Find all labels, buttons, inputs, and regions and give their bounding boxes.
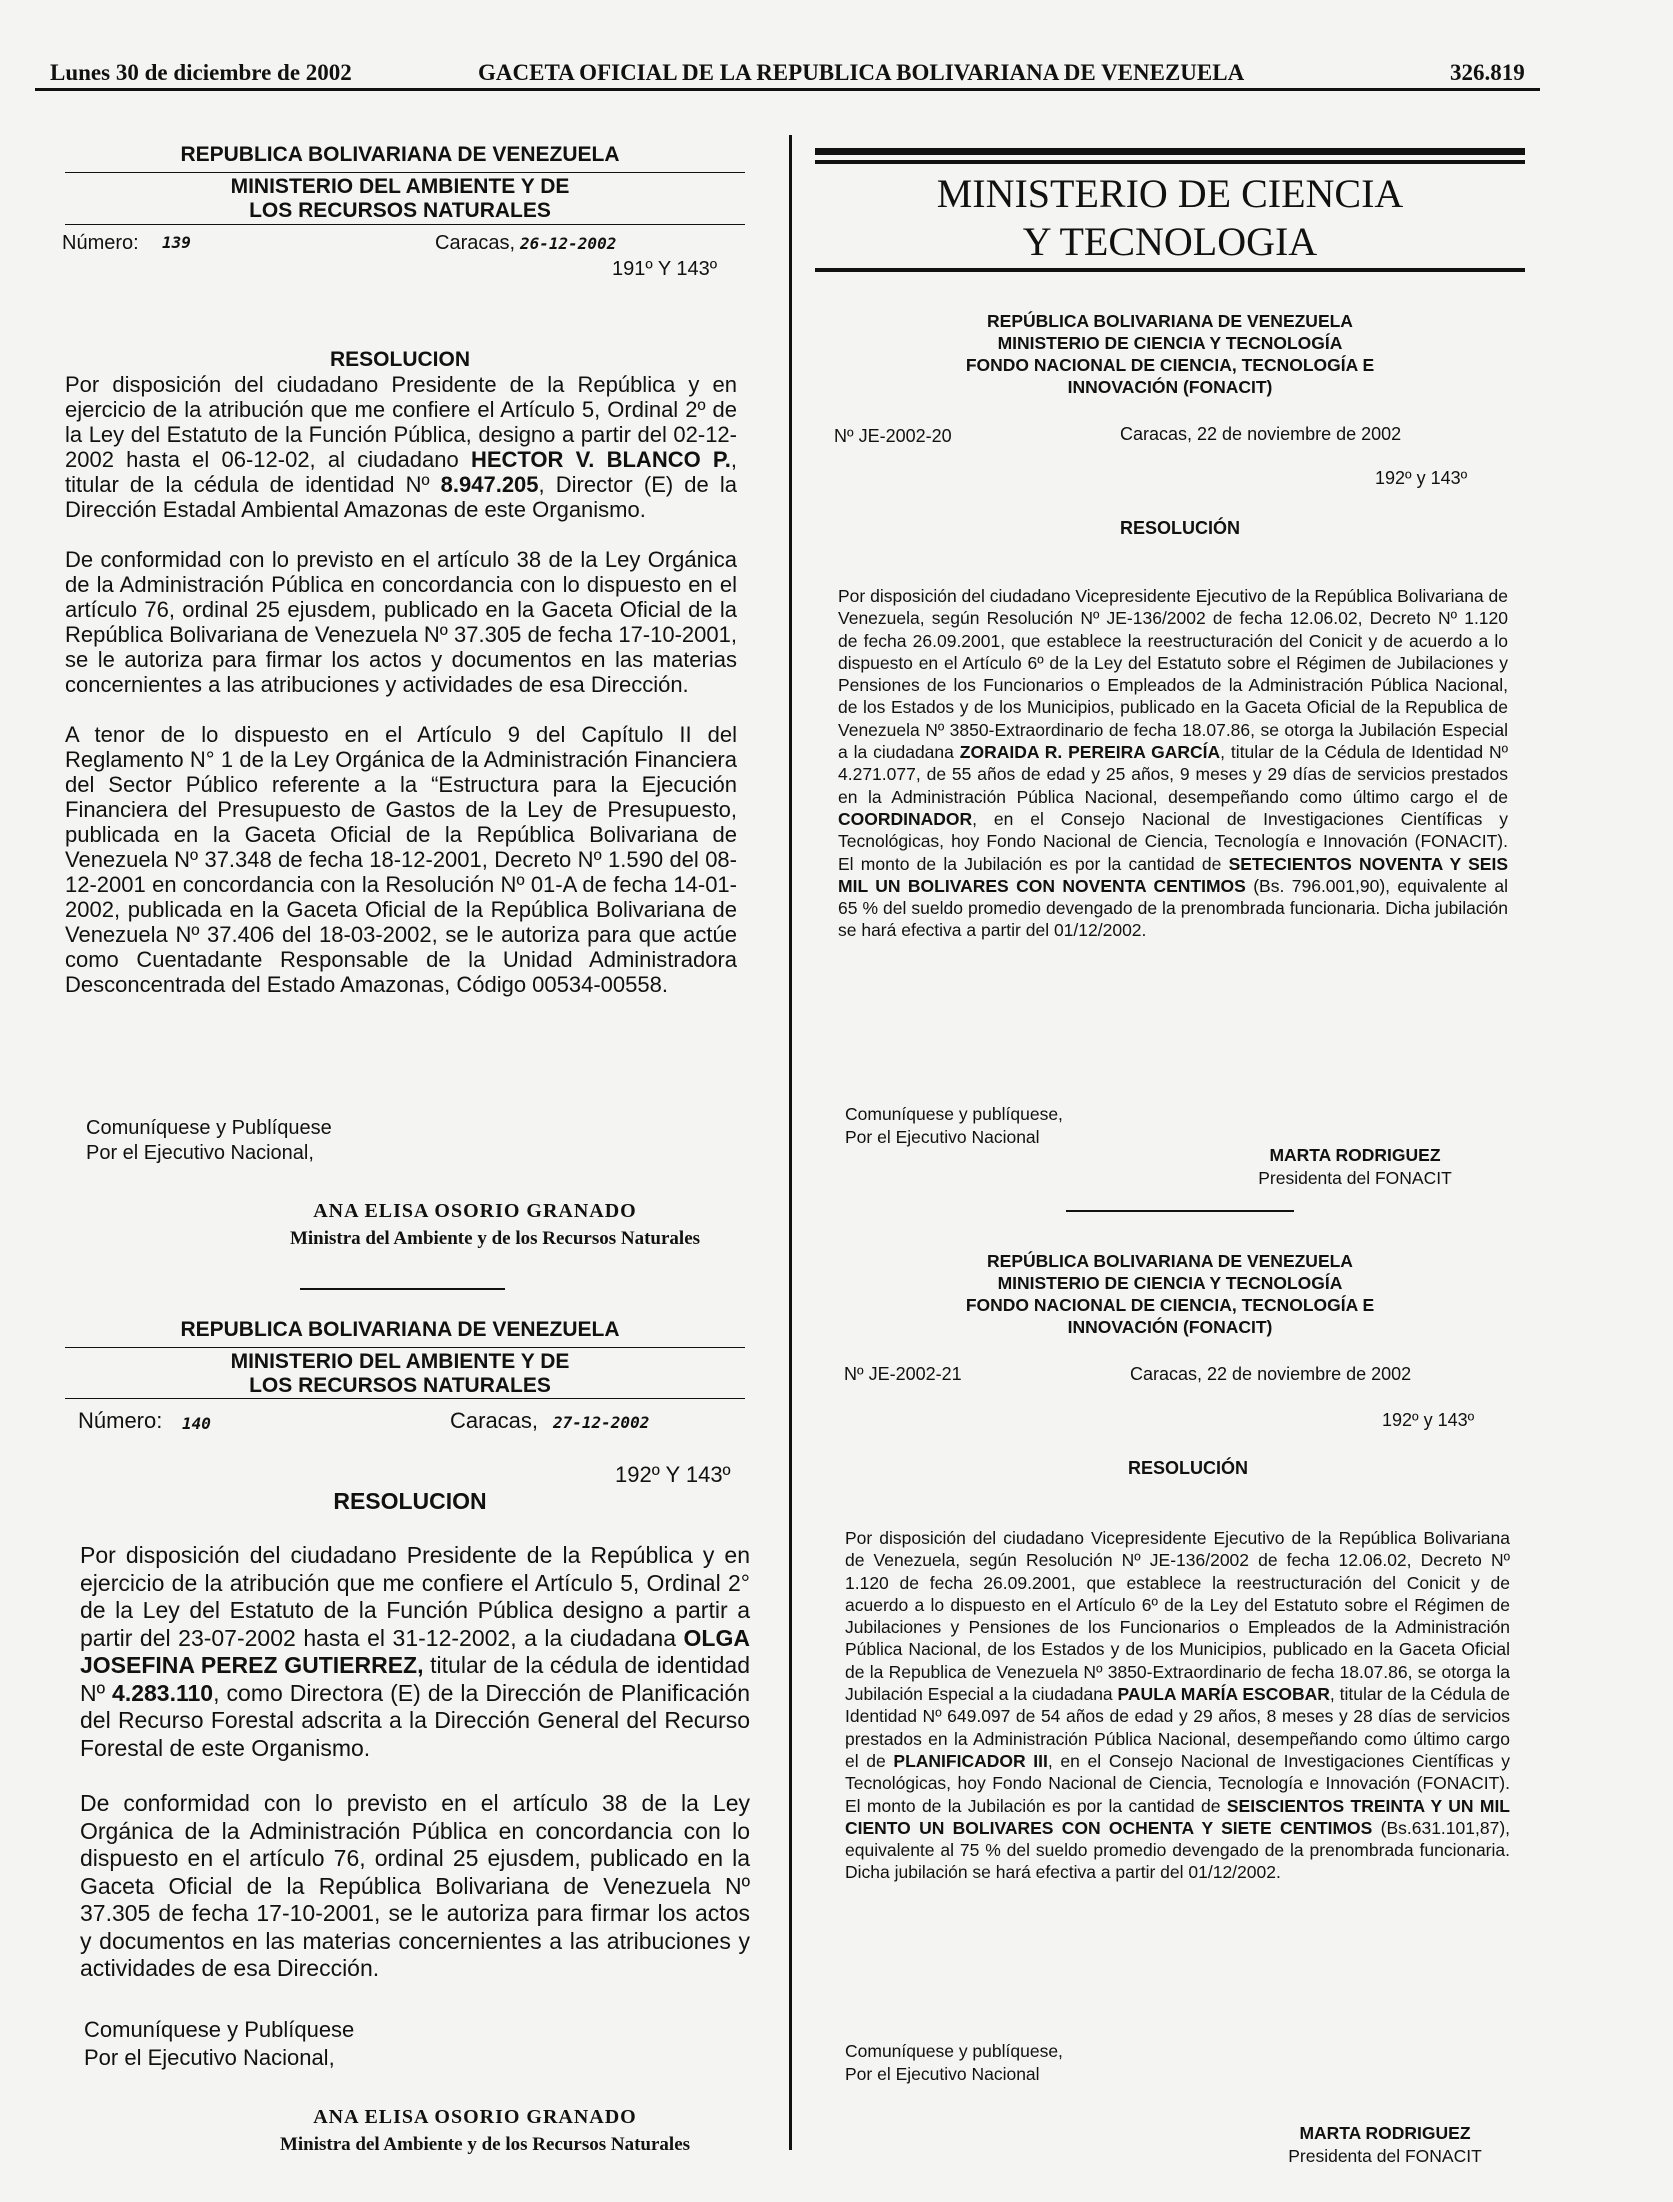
heading-line: INNOVACIÓN (FONACIT) [1067,1317,1273,1337]
right-res1-signer: MARTA RODRIGUEZ [1269,1145,1441,1165]
text: titular de la cédula de identidad Nº [80,1652,750,1706]
paragraph [838,585,1508,942]
left-res1-republic: REPUBLICA BOLIVARIANA DE VENEZUELA [180,143,620,166]
right-res1-years: 192º y 143º [1375,468,1468,488]
paragraph [65,372,737,522]
heading-line: FONDO NACIONAL DE CIENCIA, TECNOLOGÍA E [965,1295,1375,1315]
text: Por disposición del ciudadano Presidente de la República y en ejercicio de la atribución que me confiere el Artículo 5, Ordinal 2º de la Ley del Estatuto de la Función Pública, designo a partir del 02-12-2002 hasta el 06-12-02, al ciudadano [65,372,737,472]
left-res1-date: 26-12-2002 [520,234,617,253]
paragraph: De conformidad con lo previsto en el artículo 38 de la Ley Orgánica de la Administración Pública en concordancia con lo dispuesto en el artículo 76, ordinal 25 ejusdem, publicado en la Gaceta Oficial de la República Bolivariana de Venezuela Nº 37.305 de fecha 17-10-2001, se le autoriza para firmar los actos y documentos en las materias concernientes a las atribuciones y actividades de esa Dirección. [65,547,737,697]
closing-line: Por el Ejecutivo Nacional [845,2064,1040,2084]
text: (Bs. 796.001,90), equivalente al 65 % del sueldo promedio devengado de la prenombrada funcionaria. Dicha jubilación se hará efectiva a partir del 01/12/2002. [838,875,1508,941]
heading-line: FONDO NACIONAL DE CIENCIA, TECNOLOGÍA E [965,355,1375,375]
left-res2-title: RESOLUCION [333,1488,487,1514]
left-res1-number-label: Número: [62,232,139,254]
closing-line: Comuníquese y publíquese, [845,1104,1063,1124]
text: , titular de la Cédula de Identidad Nº 649.097 de 54 años de edad y 29 años, 8 meses y 28 días de servicios prestados en la Administración Pública Nacional, desempeñando como último cargo el de [845,1684,1510,1771]
left-res2-date: 27-12-2002 [553,1413,650,1432]
left-res1-closing [86,1116,332,1166]
left-res2-republic: REPUBLICA BOLIVARIANA DE VENEZUELA [180,1318,620,1341]
text: , titular de la Cédula de Identidad Nº 4.271.077, de 55 años de edad y 25 años, 9 meses y 29 días de servicios prestados en la Administración Pública Nacional, desempeñando como último cargo el de [838,742,1508,807]
person-name: ZORAIDA R. PEREIRA GARCÍA [959,742,1221,763]
paragraph: A tenor de lo dispuesto en el Artículo 9 del Capítulo II del Reglamento N° 1 de la Ley Orgánica de la Administración Financiera del Sector Público referente a la “Estructura para la Ejecución Financiera del Presupuesto de Gastos de la Ley de Presupuesto, publicada en la Gaceta Oficial de la República Bolivariana de Venezuela Nº 37.348 de fecha 18-12-2001, Decreto Nº 1.590 del 08-12-2001 en concordancia con la Resolución Nº 01-A de fecha 14-01-2002, publicada en la Gaceta Oficial de la República Bolivariana de Venezuela Nº 37.406 del 18-03-2002, se le autoriza para que actúe como Cuentadante Responsable de la Unidad Administradora Desconcentrada del Estado Amazonas, Código 00534-00558. [65,722,737,997]
left-res1-number-value: 139 [162,233,191,252]
closing-line: Por el Ejecutivo Nacional, [86,1142,314,1164]
divider [65,1398,745,1399]
header-page-number: 326.819 [1450,60,1525,85]
heading-line: INNOVACIÓN (FONACIT) [1067,377,1273,397]
closing-line: Comuníquese y Publíquese [86,1117,332,1139]
banner-rule-bottom [815,268,1525,272]
right-res2-signer-title: Presidenta del FONACIT [1288,2146,1482,2166]
amount: SETECIENTOS NOVENTA Y SEIS MIL UN BOLIVARES CON NOVENTA CENTIMOS [838,853,1508,896]
person-name: PAULA MARÍA ESCOBAR [1117,1684,1330,1705]
text: , como Directora (E) de la Dirección de Planificación del Recurso Forestal adscrita a la Dirección General del Recurso Forestal de este Organismo. [80,1679,750,1761]
section-separator [1066,1210,1294,1212]
ministry-title-line: Y TECNOLOGIA [1022,219,1318,264]
section-separator [300,1288,505,1290]
left-res2-years: 192º Y 143º [615,1462,731,1487]
heading-line: REPÚBLICA BOLIVARIANA DE VENEZUELA [987,311,1353,331]
ministry-title [815,170,1525,266]
person-name: OLGA JOSEFINA PEREZ GUTIERREZ, [80,1624,750,1678]
amount: SEISCIENTOS TREINTA Y UN MIL CIENTO UN BOLIVARES CON OCHENTA Y SIETE CENTIMOS [845,1795,1510,1838]
divider [65,224,745,225]
text: Por disposición del ciudadano Vicepresidente Ejecutivo de la República Bolivariana de Venezuela, según Resolución Nº JE-136/2002 de fecha 12.06.02, Decreto Nº 1.120 de fecha 26.09.2001, que establece la reestructuración del Conicit y de acuerdo a lo dispuesto en el Artículo 6º de la Ley del Estatuto sobre el Régimen de Jubilaciones y Pensiones de los Funcionarios o Empleados de la Administración Pública Nacional, de los Estados y de los Municipios, publicado en la Gaceta Oficial de la Republica de Venezuela Nº 3850-Extraordinario de fecha 18.07.86, se otorga la Jubilación Especial a la ciudadana [838,586,1508,763]
ministry-title-line: MINISTERIO DE CIENCIA [936,171,1404,216]
closing-line: Por el Ejecutivo Nacional, [84,2045,335,2070]
left-res2-signer-title: Ministra del Ambiente y de los Recursos Naturales [279,2134,691,2155]
text: , en el Consejo Nacional de Investigaciones Científicas y Tecnológicas, hoy Fondo Nacional de Ciencia, Tecnología e Innovación (FONACIT). El monto de la Jubilación es por la cantidad de [845,1750,1510,1816]
right-res1-title: RESOLUCIÓN [1119,518,1240,538]
right-res1-closing [845,1103,1063,1149]
header-date: Lunes 30 de diciembre de 2002 [50,60,352,85]
role: COORDINADOR [838,808,973,829]
text: , titular de la cédula de identidad Nº [65,447,737,497]
right-res1-date: Caracas, 22 de noviembre de 2002 [1120,424,1402,444]
left-res1-ministry [120,175,680,223]
id-number: 4.283.110 [112,1679,214,1706]
right-res2-date: Caracas, 22 de noviembre de 2002 [1130,1364,1412,1384]
right-res2-signer: MARTA RODRIGUEZ [1299,2123,1471,2143]
heading-line: MINISTERIO DE CIENCIA Y TECNOLOGÍA [997,333,1343,353]
right-res2-number: Nº JE-2002-21 [844,1364,962,1384]
left-res1-signer-title: Ministra del Ambiente y de los Recursos Naturales [289,1228,701,1249]
closing-line: Comuníquese y Publíquese [84,2017,355,2042]
ministry-line: LOS RECURSOS NATURALES [249,1374,551,1397]
column-divider [789,135,792,2150]
ministry-line: MINISTERIO DEL AMBIENTE Y DE [230,175,570,198]
left-res1-body [65,372,737,997]
text: , Director (E) de la Dirección Estadal Ambiental Amazonas de este Organismo. [65,472,737,522]
left-res1-title: RESOLUCION [329,348,470,371]
right-res1-number: Nº JE-2002-20 [834,426,952,446]
banner-rule-top2 [815,160,1525,164]
left-res2-ministry [120,1350,680,1398]
id-number: 8.947.205 [440,472,539,497]
right-res2-years: 192º y 143º [1382,1410,1475,1430]
right-res2-title: RESOLUCIÓN [1127,1458,1248,1478]
divider [65,172,745,173]
left-res2-body [80,1542,750,1983]
left-res2-number-label: Número: [78,1408,163,1433]
ministry-line: MINISTERIO DEL AMBIENTE Y DE [230,1350,570,1373]
text: (Bs.631.101,87), equivalente al 75 % del sueldo promedio devengado de la prenombrada funcionaria. Dicha jubilación se hará efectiva a partir del 01/12/2002. [845,1817,1511,1883]
banner-rule-top [815,148,1525,155]
paragraph [845,1527,1510,1884]
left-res2-place: Caracas, [450,1408,539,1433]
closing-line: Comuníquese y publíquese, [845,2041,1063,2061]
right-res1-heading [850,310,1490,398]
right-res1-body [838,585,1508,942]
heading-line: MINISTERIO DE CIENCIA Y TECNOLOGÍA [997,1273,1343,1293]
ministry-line: LOS RECURSOS NATURALES [249,199,551,222]
left-res1-signer: ANA ELISA OSORIO GRANADO [313,1200,637,1222]
closing-line: Por el Ejecutivo Nacional [845,1127,1040,1147]
text: , en el Consejo Nacional de Investigaciones Científicas y Tecnológicas, hoy Fondo Nacional de Ciencia, Tecnología e Innovación (FONACIT). El monto de la Jubilación es por la cantidad de [838,808,1508,874]
right-res2-heading [850,1250,1490,1338]
text: Por disposición del ciudadano Vicepresidente Ejecutivo de la República Bolivariana de Venezuela, según Resolución Nº JE-136/2002 de fecha 12.06.02, Decreto Nº 1.120 de fecha 26.09.2001, que establece la reestructuración del Conicit y de acuerdo a lo dispuesto en el Artículo 6º de la Ley del Estatuto sobre el Régimen de Jubilaciones y Pensiones de los Funcionarios o Empleados de la Administración Pública Nacional, de los Estados y de los Municipios, publicado en la Gaceta Oficial de la Republica de Venezuela Nº 3850-Extraordinario de fecha 18.07.86, se otorga la Jubilación Especial a la ciudadana [845,1528,1510,1705]
right-res2-closing [845,2040,1063,2086]
right-res2-body [845,1527,1510,1884]
text: Por disposición del ciudadano Presidente de la República y en ejercicio de la atribución que me confiere el Artículo 5, Ordinal 2° de la Ley del Estatuto de la Función Pública designo a partir a partir del 23-07-2002 hasta el 31-12-2002, a la ciudadana [80,1542,750,1651]
left-res1-place: Caracas, [435,232,516,254]
role: PLANIFICADOR III [893,1750,1048,1771]
divider [65,1347,745,1348]
right-res1-signer-title: Presidenta del FONACIT [1258,1168,1452,1188]
left-res2-closing [84,2016,354,2072]
left-res2-signer: ANA ELISA OSORIO GRANADO [313,2106,637,2128]
header-rule [35,88,1540,91]
left-res2-number-value: 140 [182,1414,211,1433]
left-res1-years: 191º Y 143º [612,258,718,280]
paragraph [80,1542,750,1762]
person-name: HECTOR V. BLANCO P. [470,447,731,472]
paragraph: De conformidad con lo previsto en el artículo 38 de la Ley Orgánica de la Administración Pública en concordancia con lo dispuesto en el artículo 76, ordinal 25 ejusdem, publicado en la Gaceta Oficial de la República Bolivariana de Venezuela Nº 37.305 de fecha 17-10-2001, se le autoriza para firmar los actos y documentos en las materias concernientes a las atribuciones y actividades de esa Dirección. [80,1790,750,1981]
heading-line: REPÚBLICA BOLIVARIANA DE VENEZUELA [987,1251,1353,1271]
header-publication: GACETA OFICIAL DE LA REPUBLICA BOLIVARIANA DE VENEZUELA [478,60,1245,85]
